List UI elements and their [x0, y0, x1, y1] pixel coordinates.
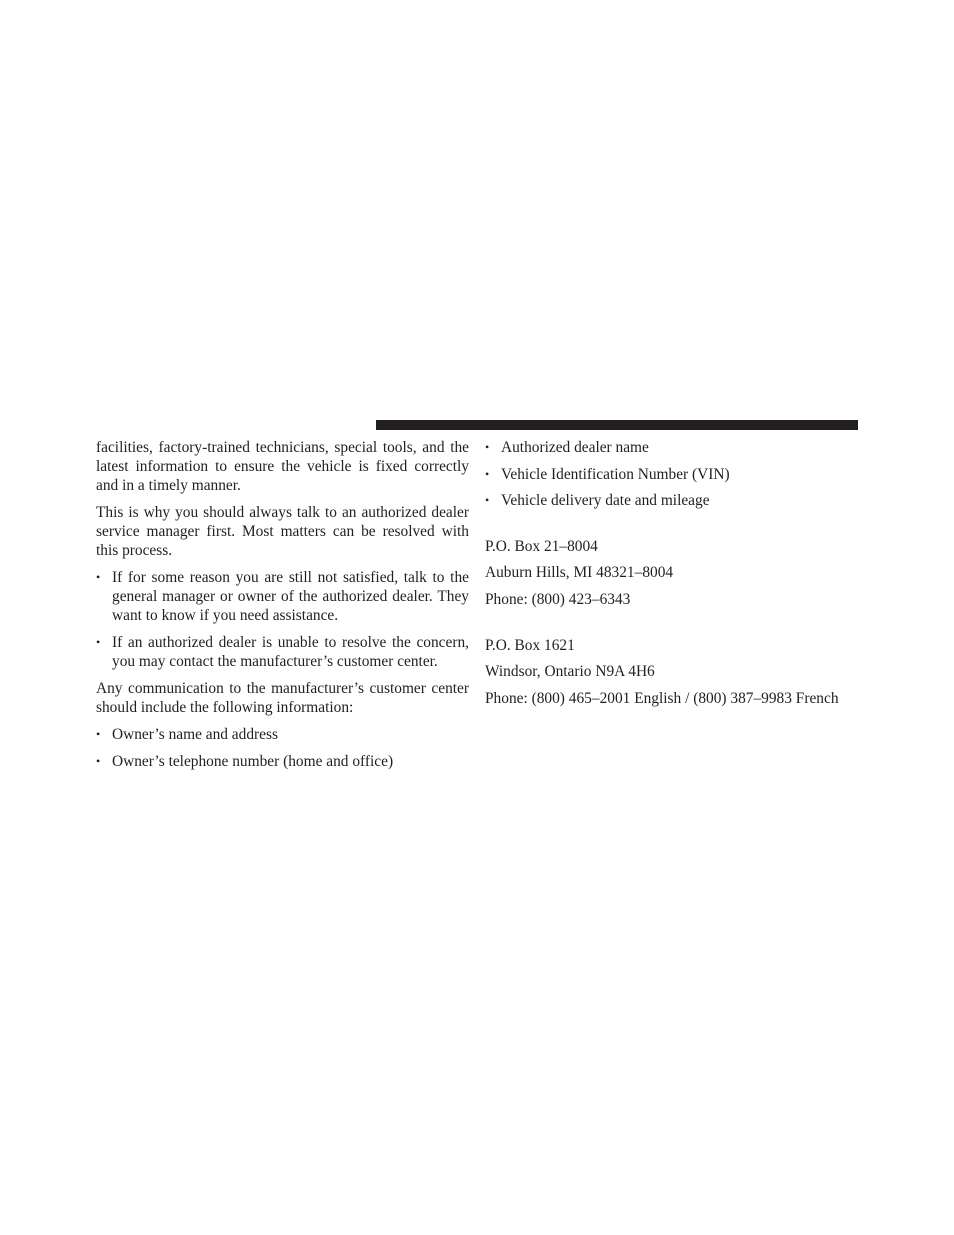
list-item-text: Vehicle delivery date and mileage	[501, 492, 710, 510]
list-item	[485, 491, 865, 510]
list-item-text: Owner’s name and address	[112, 726, 278, 743]
address-block-us	[485, 537, 865, 609]
section-header-bar	[376, 420, 858, 430]
list-item	[96, 633, 469, 671]
owner-info-list	[96, 725, 469, 771]
dealer-info-list	[485, 438, 865, 510]
list-item-text: Vehicle Identification Number (VIN)	[501, 465, 730, 483]
list-item	[485, 438, 865, 457]
list-item-text: If for some reason you are still not satisfied, talk to the general manager or owner of the authorized dealer. They want to know if you need assistance.	[112, 569, 469, 624]
address-po-box: P.O. Box 21–8004	[485, 537, 598, 555]
list-item	[96, 725, 469, 744]
bullet-icon: •	[96, 727, 101, 741]
list-item	[96, 752, 469, 771]
address-po-box: P.O. Box 1621	[485, 636, 575, 654]
list-item-text: Authorized dealer name	[501, 439, 649, 456]
address-city: Auburn Hills, MI 48321–8004	[485, 564, 674, 582]
left-column	[96, 438, 469, 779]
bullet-icon: •	[96, 570, 101, 584]
bullet-icon: •	[96, 754, 101, 768]
address-phone: Phone: (800) 423–6343	[485, 590, 631, 608]
bullet-icon: •	[485, 493, 490, 508]
list-item-text: Owner’s telephone number (home and office)	[112, 753, 394, 770]
paragraph-service-manager: This is why you should always talk to an authorized dealer service manager first. Most matters can be resolved with this process.	[96, 504, 469, 559]
bullet-icon: •	[96, 635, 101, 649]
address-city: Windsor, Ontario N9A 4H6	[485, 663, 655, 681]
paragraph-communication: Any communication to the manufacturer’s customer center should include the following information:	[96, 680, 469, 716]
bullet-icon: •	[485, 466, 490, 481]
bullet-icon: •	[485, 440, 490, 454]
escalation-list	[96, 568, 469, 671]
paragraph-facilities: facilities, factory-trained technicians, special tools, and the latest information to ensure the vehicle is fixed correctly and in a timely manner.	[96, 439, 469, 494]
list-item-text: If an authorized dealer is unable to resolve the concern, you may contact the manufacturer’s customer center.	[112, 634, 469, 670]
address-block-canada	[485, 636, 865, 708]
right-column	[485, 438, 865, 715]
list-item	[485, 465, 865, 484]
address-phone: Phone: (800) 465–2001 English / (800) 387–9983 French	[485, 689, 839, 707]
list-item	[96, 568, 469, 625]
